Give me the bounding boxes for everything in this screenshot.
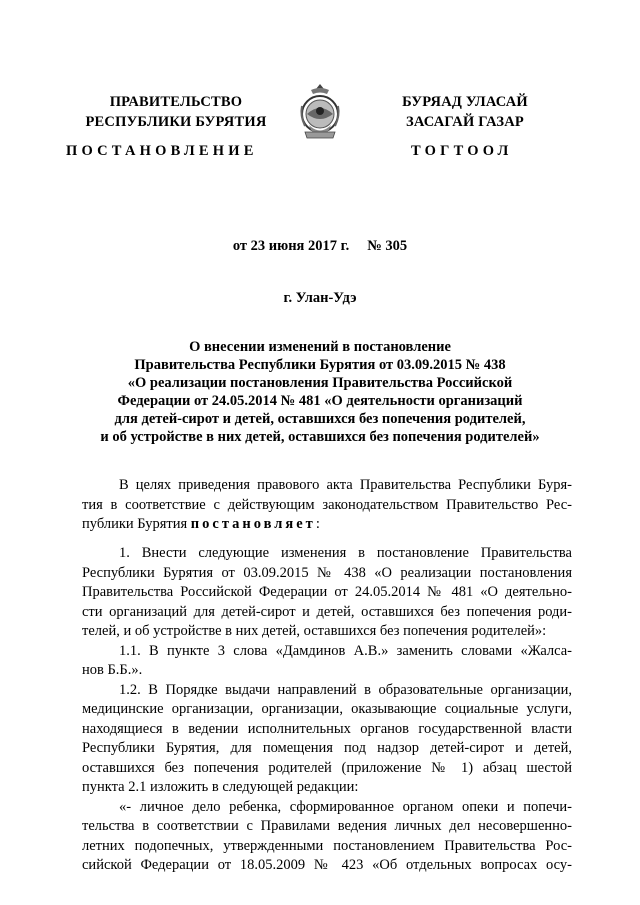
document-number: № 305 — [367, 238, 408, 254]
body-line: 1.1. В пункте 3 слова «Дамдинов А.В.» заменить словами «Жалса- — [119, 642, 572, 659]
header-right-line2: ЗАСАГАЙ ГАЗАР — [406, 114, 524, 130]
body-line: Республики Бурятия от 03.09.2015 № 438 «О реализации постановления — [82, 564, 572, 581]
body-line: тельства в соответствии с Правилами ведения личных дел несовершенно- — [82, 818, 572, 834]
body-line: 1. Внести следующие изменения в постановление Правительства — [119, 545, 572, 561]
preamble — [82, 476, 572, 535]
date-line — [0, 238, 640, 255]
body-line: оставшихся без попечения родителей (приложение № 1) абзац шестой — [82, 759, 572, 776]
document-date: от 23 июня 2017 г. — [232, 238, 350, 254]
body-line: 1.2. В Порядке выдачи направлений в образовательные организации, — [119, 681, 572, 698]
resolves-word: постановляет — [190, 516, 316, 532]
doc-type-bua: ТОГТООЛ — [411, 143, 513, 159]
body-line: нов Б.Б.». — [82, 662, 143, 678]
preamble-line — [82, 515, 572, 535]
body-line: летних подопечных, утвержденными постановлением Правительства Рос- — [82, 837, 572, 854]
title-line: «О реализации постановления Правительства Российской — [127, 375, 513, 391]
body-line: медицинские организации, организации, оказывающие социальные услуги, — [82, 701, 572, 717]
city: г. Улан-Удэ — [283, 290, 357, 306]
body-line: «- личное дело ребенка, сформированное органом опеки и попечи- — [119, 798, 572, 815]
title-line: и об устройстве в них детей, оставшихся без попечения родителей» — [100, 429, 540, 445]
document-title — [60, 338, 580, 446]
preamble-colon: : — [315, 516, 320, 532]
body-text — [82, 544, 572, 876]
header-left — [66, 92, 286, 132]
body-line: Правительства Российской Федерации от 24.05.2014 № 481 «О деятельно- — [82, 584, 572, 600]
title-line: О внесении изменений в постановление — [189, 339, 451, 355]
preamble-line: В целях приведения правового акта Правительства Республики Буря- — [119, 477, 572, 493]
title-line: Федерации от 24.05.2014 № 481 «О деятельности организаций — [117, 393, 523, 409]
body-line: телей, и об устройстве в них детей, оставшихся без попечения родителей»: — [82, 623, 547, 639]
preamble-line3-start: публики Бурятия — [82, 516, 191, 532]
doc-type-ru: ПОСТАНОВЛЕНИЕ — [66, 143, 258, 159]
title-line: для детей-сирот и детей, оставшихся без попечения родителей, — [114, 411, 526, 427]
body-line: сийской Федерации от 18.05.2009 № 423 «Об отдельных вопросах осу- — [82, 857, 572, 873]
header-right-line1: БУРЯАД УЛАСАЙ — [402, 94, 528, 110]
title-line: Правительства Республики Бурятия от 03.09.2015 № 438 — [134, 357, 506, 373]
header-right — [355, 92, 575, 132]
header-left-line1: ПРАВИТЕЛЬСТВО — [109, 94, 243, 110]
republic-of-buryatia-emblem-icon — [297, 80, 343, 146]
body-line: пункта 2.1 изложить в следующей редакции: — [82, 779, 359, 795]
body-line: находящиеся в ведении исполнительных органов государственной власти — [82, 720, 572, 737]
body-line: сти организаций для детей-сирот и детей, оставшихся без попечения роди- — [82, 603, 572, 620]
body-line: Республики Бурятия, для помещения под надзор детей-сирот и детей, — [82, 740, 572, 756]
preamble-line: тия в соответствие с действующим законодательством Правительство Рес- — [82, 496, 572, 513]
header-left-line2: РЕСПУБЛИКИ БУРЯТИЯ — [85, 114, 267, 130]
